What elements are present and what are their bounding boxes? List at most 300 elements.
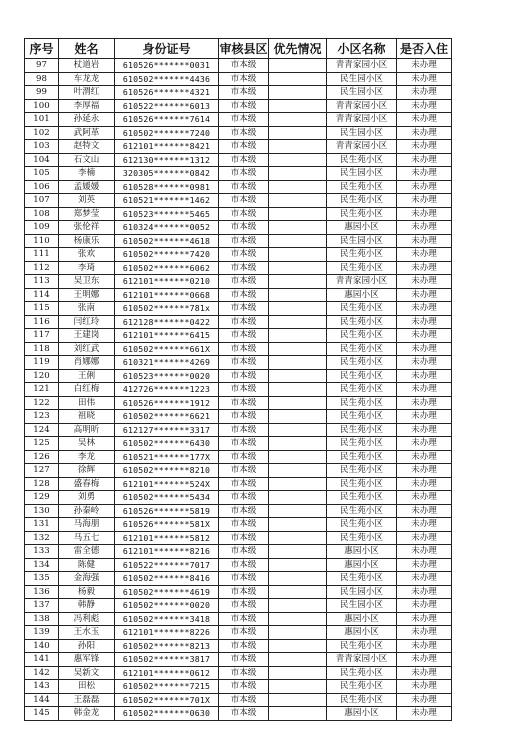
cell-community: 惠园小区 bbox=[327, 545, 397, 559]
housing-allocation-table bbox=[24, 38, 452, 721]
table-row bbox=[25, 234, 452, 248]
table-row bbox=[25, 342, 452, 356]
cell-review-district: 市本级 bbox=[219, 504, 269, 518]
cell-review-district: 市本级 bbox=[219, 639, 269, 653]
cell-priority bbox=[269, 558, 327, 572]
cell-id-number: 610502*******4619 bbox=[115, 585, 219, 599]
cell-priority bbox=[269, 450, 327, 464]
cell-review-district: 市本级 bbox=[219, 356, 269, 370]
cell-move-in-status: 未办理 bbox=[397, 599, 452, 613]
cell-community: 民生苑小区 bbox=[327, 531, 397, 545]
table-row bbox=[25, 599, 452, 613]
cell-name: 杨康乐 bbox=[59, 234, 115, 248]
cell-seq: 104 bbox=[25, 153, 59, 167]
cell-priority bbox=[269, 86, 327, 100]
table-row bbox=[25, 437, 452, 451]
cell-name: 石文山 bbox=[59, 153, 115, 167]
cell-community: 民生苑小区 bbox=[327, 315, 397, 329]
cell-move-in-status: 未办理 bbox=[397, 329, 452, 343]
cell-seq: 142 bbox=[25, 666, 59, 680]
cell-priority bbox=[269, 140, 327, 154]
cell-community: 民生苑小区 bbox=[327, 356, 397, 370]
cell-move-in-status: 未办理 bbox=[397, 275, 452, 289]
cell-community: 青青家园小区 bbox=[327, 275, 397, 289]
cell-community: 民生苑小区 bbox=[327, 194, 397, 208]
table-row bbox=[25, 450, 452, 464]
cell-priority bbox=[269, 653, 327, 667]
cell-review-district: 市本级 bbox=[219, 86, 269, 100]
cell-priority bbox=[269, 234, 327, 248]
cell-id-number: 610526*******1912 bbox=[115, 396, 219, 410]
cell-community: 惠园小区 bbox=[327, 288, 397, 302]
table-row bbox=[25, 504, 452, 518]
cell-seq: 101 bbox=[25, 113, 59, 127]
cell-review-district: 市本级 bbox=[219, 153, 269, 167]
table-row bbox=[25, 653, 452, 667]
cell-id-number: 610502*******7420 bbox=[115, 248, 219, 262]
cell-seq: 144 bbox=[25, 693, 59, 707]
cell-id-number: 610523*******5465 bbox=[115, 207, 219, 221]
table-header bbox=[25, 39, 452, 59]
cell-move-in-status: 未办理 bbox=[397, 207, 452, 221]
cell-review-district: 市本级 bbox=[219, 531, 269, 545]
table-row bbox=[25, 167, 452, 181]
cell-review-district: 市本级 bbox=[219, 558, 269, 572]
cell-priority bbox=[269, 572, 327, 586]
cell-id-number: 610521*******177X bbox=[115, 450, 219, 464]
cell-seq: 120 bbox=[25, 369, 59, 383]
cell-community: 民生苑小区 bbox=[327, 180, 397, 194]
cell-name: 冯利彪 bbox=[59, 612, 115, 626]
cell-priority bbox=[269, 531, 327, 545]
cell-priority bbox=[269, 693, 327, 707]
cell-community: 民生苑小区 bbox=[327, 261, 397, 275]
cell-name: 吴林 bbox=[59, 437, 115, 451]
table-row bbox=[25, 153, 452, 167]
cell-community: 民生苑小区 bbox=[327, 572, 397, 586]
cell-community: 青青家园小区 bbox=[327, 99, 397, 113]
cell-review-district: 市本级 bbox=[219, 626, 269, 640]
cell-id-number: 612101*******524X bbox=[115, 477, 219, 491]
cell-name: 肖娜娜 bbox=[59, 356, 115, 370]
table-row bbox=[25, 680, 452, 694]
cell-community: 惠园小区 bbox=[327, 558, 397, 572]
cell-name: 孙阳 bbox=[59, 639, 115, 653]
cell-seq: 118 bbox=[25, 342, 59, 356]
cell-priority bbox=[269, 288, 327, 302]
cell-id-number: 610502*******701X bbox=[115, 693, 219, 707]
cell-community: 民生苑小区 bbox=[327, 639, 397, 653]
cell-priority bbox=[269, 612, 327, 626]
cell-move-in-status: 未办理 bbox=[397, 194, 452, 208]
cell-priority bbox=[269, 396, 327, 410]
header-row bbox=[25, 39, 452, 59]
cell-community: 民生苑小区 bbox=[327, 153, 397, 167]
cell-seq: 110 bbox=[25, 234, 59, 248]
cell-priority bbox=[269, 666, 327, 680]
cell-name: 王俐 bbox=[59, 369, 115, 383]
cell-priority bbox=[269, 59, 327, 73]
cell-community: 惠园小区 bbox=[327, 221, 397, 235]
cell-review-district: 市本级 bbox=[219, 599, 269, 613]
cell-priority bbox=[269, 356, 327, 370]
cell-priority bbox=[269, 545, 327, 559]
cell-priority bbox=[269, 72, 327, 86]
cell-name: 王磊磊 bbox=[59, 693, 115, 707]
cell-community: 民生园小区 bbox=[327, 86, 397, 100]
table-row bbox=[25, 288, 452, 302]
cell-move-in-status: 未办理 bbox=[397, 491, 452, 505]
cell-priority bbox=[269, 639, 327, 653]
cell-move-in-status: 未办理 bbox=[397, 72, 452, 86]
cell-name: 孟媛媛 bbox=[59, 180, 115, 194]
cell-name: 金海强 bbox=[59, 572, 115, 586]
cell-id-number: 612101*******6415 bbox=[115, 329, 219, 343]
cell-id-number: 612101*******5812 bbox=[115, 531, 219, 545]
cell-review-district: 市本级 bbox=[219, 113, 269, 127]
cell-move-in-status: 未办理 bbox=[397, 572, 452, 586]
table-row bbox=[25, 86, 452, 100]
cell-name: 白红梅 bbox=[59, 383, 115, 397]
cell-community: 民生苑小区 bbox=[327, 518, 397, 532]
cell-name: 李厚福 bbox=[59, 99, 115, 113]
cell-review-district: 市本级 bbox=[219, 180, 269, 194]
cell-priority bbox=[269, 167, 327, 181]
cell-id-number: 610526*******0031 bbox=[115, 59, 219, 73]
cell-community: 惠园小区 bbox=[327, 626, 397, 640]
cell-priority bbox=[269, 423, 327, 437]
cell-name: 李龙 bbox=[59, 450, 115, 464]
cell-name: 刘红武 bbox=[59, 342, 115, 356]
table-row bbox=[25, 59, 452, 73]
cell-priority bbox=[269, 680, 327, 694]
cell-seq: 116 bbox=[25, 315, 59, 329]
cell-move-in-status: 未办理 bbox=[397, 288, 452, 302]
cell-move-in-status: 未办理 bbox=[397, 437, 452, 451]
table-row bbox=[25, 72, 452, 86]
cell-id-number: 610526*******5819 bbox=[115, 504, 219, 518]
cell-community: 惠园小区 bbox=[327, 707, 397, 721]
cell-priority bbox=[269, 585, 327, 599]
cell-id-number: 610502*******7215 bbox=[115, 680, 219, 694]
cell-id-number: 610502*******0020 bbox=[115, 599, 219, 613]
cell-review-district: 市本级 bbox=[219, 477, 269, 491]
cell-id-number: 612101*******8421 bbox=[115, 140, 219, 154]
cell-id-number: 610502*******4436 bbox=[115, 72, 219, 86]
cell-seq: 98 bbox=[25, 72, 59, 86]
cell-move-in-status: 未办理 bbox=[397, 315, 452, 329]
cell-name: 张伦祥 bbox=[59, 221, 115, 235]
cell-move-in-status: 未办理 bbox=[397, 234, 452, 248]
cell-seq: 113 bbox=[25, 275, 59, 289]
cell-name: 徐辉 bbox=[59, 464, 115, 478]
cell-name: 吴新文 bbox=[59, 666, 115, 680]
cell-review-district: 市本级 bbox=[219, 194, 269, 208]
cell-move-in-status: 未办理 bbox=[397, 518, 452, 532]
cell-priority bbox=[269, 437, 327, 451]
cell-community: 惠园小区 bbox=[327, 612, 397, 626]
cell-community: 民生苑小区 bbox=[327, 504, 397, 518]
table-row bbox=[25, 383, 452, 397]
cell-community: 民生苑小区 bbox=[327, 666, 397, 680]
cell-community: 民生苑小区 bbox=[327, 464, 397, 478]
cell-id-number: 610502*******6062 bbox=[115, 261, 219, 275]
cell-name: 马五七 bbox=[59, 531, 115, 545]
cell-review-district: 市本级 bbox=[219, 288, 269, 302]
cell-move-in-status: 未办理 bbox=[397, 167, 452, 181]
cell-review-district: 市本级 bbox=[219, 423, 269, 437]
cell-community: 青青家园小区 bbox=[327, 653, 397, 667]
cell-seq: 121 bbox=[25, 383, 59, 397]
cell-community: 青青家园小区 bbox=[327, 113, 397, 127]
cell-review-district: 市本级 bbox=[219, 450, 269, 464]
cell-priority bbox=[269, 113, 327, 127]
cell-name: 王建岗 bbox=[59, 329, 115, 343]
cell-community: 青青家园小区 bbox=[327, 140, 397, 154]
cell-review-district: 市本级 bbox=[219, 59, 269, 73]
cell-priority bbox=[269, 315, 327, 329]
cell-id-number: 610526*******581X bbox=[115, 518, 219, 532]
cell-id-number: 612128*******0422 bbox=[115, 315, 219, 329]
cell-id-number: 612101*******8226 bbox=[115, 626, 219, 640]
cell-name: 李楠 bbox=[59, 167, 115, 181]
table-row bbox=[25, 491, 452, 505]
table-row bbox=[25, 518, 452, 532]
cell-community: 民生苑小区 bbox=[327, 248, 397, 262]
cell-priority bbox=[269, 626, 327, 640]
cell-id-number: 612101*******0612 bbox=[115, 666, 219, 680]
cell-id-number: 612101*******0668 bbox=[115, 288, 219, 302]
cell-name: 武阿革 bbox=[59, 126, 115, 140]
cell-move-in-status: 未办理 bbox=[397, 464, 452, 478]
table-row bbox=[25, 99, 452, 113]
cell-priority bbox=[269, 275, 327, 289]
cell-move-in-status: 未办理 bbox=[397, 59, 452, 73]
cell-seq: 145 bbox=[25, 707, 59, 721]
cell-review-district: 市本级 bbox=[219, 491, 269, 505]
cell-name: 陈健 bbox=[59, 558, 115, 572]
cell-id-number: 610528*******0981 bbox=[115, 180, 219, 194]
cell-community: 民生苑小区 bbox=[327, 369, 397, 383]
cell-move-in-status: 未办理 bbox=[397, 707, 452, 721]
cell-id-number: 610502*******8210 bbox=[115, 464, 219, 478]
cell-review-district: 市本级 bbox=[219, 572, 269, 586]
cell-seq: 129 bbox=[25, 491, 59, 505]
table-row bbox=[25, 612, 452, 626]
cell-community: 民生苑小区 bbox=[327, 207, 397, 221]
cell-review-district: 市本级 bbox=[219, 315, 269, 329]
table-row bbox=[25, 396, 452, 410]
cell-community: 民生苑小区 bbox=[327, 302, 397, 316]
cell-id-number: 610521*******1462 bbox=[115, 194, 219, 208]
cell-review-district: 市本级 bbox=[219, 437, 269, 451]
cell-move-in-status: 未办理 bbox=[397, 126, 452, 140]
cell-community: 民生园小区 bbox=[327, 167, 397, 181]
cell-name: 祖晓 bbox=[59, 410, 115, 424]
cell-seq: 127 bbox=[25, 464, 59, 478]
cell-move-in-status: 未办理 bbox=[397, 450, 452, 464]
table-row bbox=[25, 369, 452, 383]
table-row bbox=[25, 531, 452, 545]
cell-seq: 140 bbox=[25, 639, 59, 653]
cell-id-number: 610502*******5434 bbox=[115, 491, 219, 505]
cell-priority bbox=[269, 329, 327, 343]
header-id-number: 身份证号 bbox=[115, 39, 219, 59]
table-row bbox=[25, 558, 452, 572]
table-row bbox=[25, 315, 452, 329]
cell-review-district: 市本级 bbox=[219, 342, 269, 356]
cell-name: 杨毅 bbox=[59, 585, 115, 599]
header-community: 小区名称 bbox=[327, 39, 397, 59]
cell-seq: 106 bbox=[25, 180, 59, 194]
cell-move-in-status: 未办理 bbox=[397, 531, 452, 545]
cell-seq: 131 bbox=[25, 518, 59, 532]
table-body bbox=[25, 59, 452, 721]
header-priority: 优先情况 bbox=[269, 39, 327, 59]
cell-seq: 133 bbox=[25, 545, 59, 559]
cell-seq: 123 bbox=[25, 410, 59, 424]
cell-priority bbox=[269, 707, 327, 721]
cell-seq: 112 bbox=[25, 261, 59, 275]
cell-seq: 128 bbox=[25, 477, 59, 491]
header-seq: 序号 bbox=[25, 39, 59, 59]
cell-review-district: 市本级 bbox=[219, 464, 269, 478]
cell-id-number: 612130*******1312 bbox=[115, 153, 219, 167]
cell-name: 韩静 bbox=[59, 599, 115, 613]
cell-seq: 124 bbox=[25, 423, 59, 437]
cell-name: 叶渭红 bbox=[59, 86, 115, 100]
cell-review-district: 市本级 bbox=[219, 410, 269, 424]
cell-review-district: 市本级 bbox=[219, 545, 269, 559]
cell-move-in-status: 未办理 bbox=[397, 113, 452, 127]
cell-move-in-status: 未办理 bbox=[397, 653, 452, 667]
cell-review-district: 市本级 bbox=[219, 302, 269, 316]
cell-community: 民生园小区 bbox=[327, 599, 397, 613]
table-row bbox=[25, 626, 452, 640]
cell-move-in-status: 未办理 bbox=[397, 410, 452, 424]
cell-id-number: 610526*******7614 bbox=[115, 113, 219, 127]
cell-community: 民生苑小区 bbox=[327, 477, 397, 491]
cell-seq: 125 bbox=[25, 437, 59, 451]
cell-id-number: 610502*******3418 bbox=[115, 612, 219, 626]
cell-move-in-status: 未办理 bbox=[397, 639, 452, 653]
cell-name: 王明娜 bbox=[59, 288, 115, 302]
cell-name: 田伟 bbox=[59, 396, 115, 410]
cell-move-in-status: 未办理 bbox=[397, 612, 452, 626]
table-row bbox=[25, 423, 452, 437]
cell-priority bbox=[269, 477, 327, 491]
cell-name: 惠军锋 bbox=[59, 653, 115, 667]
table-row bbox=[25, 572, 452, 586]
table-row bbox=[25, 639, 452, 653]
cell-priority bbox=[269, 153, 327, 167]
cell-move-in-status: 未办理 bbox=[397, 356, 452, 370]
cell-community: 民生苑小区 bbox=[327, 383, 397, 397]
cell-review-district: 市本级 bbox=[219, 126, 269, 140]
cell-name: 刘勇 bbox=[59, 491, 115, 505]
table-row bbox=[25, 113, 452, 127]
cell-seq: 132 bbox=[25, 531, 59, 545]
cell-community: 民生园小区 bbox=[327, 72, 397, 86]
cell-seq: 143 bbox=[25, 680, 59, 694]
table-row bbox=[25, 275, 452, 289]
cell-id-number: 612101*******0210 bbox=[115, 275, 219, 289]
cell-id-number: 610502*******4618 bbox=[115, 234, 219, 248]
table-row bbox=[25, 545, 452, 559]
cell-review-district: 市本级 bbox=[219, 693, 269, 707]
table-row bbox=[25, 477, 452, 491]
cell-name: 吴卫东 bbox=[59, 275, 115, 289]
cell-community: 民生苑小区 bbox=[327, 410, 397, 424]
cell-review-district: 市本级 bbox=[219, 99, 269, 113]
cell-review-district: 市本级 bbox=[219, 666, 269, 680]
cell-move-in-status: 未办理 bbox=[397, 342, 452, 356]
cell-priority bbox=[269, 410, 327, 424]
cell-review-district: 市本级 bbox=[219, 612, 269, 626]
cell-community: 民生园小区 bbox=[327, 234, 397, 248]
cell-community: 民生苑小区 bbox=[327, 680, 397, 694]
cell-id-number: 412726*******1223 bbox=[115, 383, 219, 397]
cell-review-district: 市本级 bbox=[219, 329, 269, 343]
cell-priority bbox=[269, 464, 327, 478]
cell-move-in-status: 未办理 bbox=[397, 140, 452, 154]
cell-review-district: 市本级 bbox=[219, 680, 269, 694]
cell-priority bbox=[269, 126, 327, 140]
cell-review-district: 市本级 bbox=[219, 653, 269, 667]
cell-priority bbox=[269, 248, 327, 262]
cell-seq: 137 bbox=[25, 599, 59, 613]
cell-move-in-status: 未办理 bbox=[397, 86, 452, 100]
cell-move-in-status: 未办理 bbox=[397, 666, 452, 680]
cell-priority bbox=[269, 261, 327, 275]
cell-move-in-status: 未办理 bbox=[397, 396, 452, 410]
table-row bbox=[25, 585, 452, 599]
cell-move-in-status: 未办理 bbox=[397, 99, 452, 113]
cell-priority bbox=[269, 599, 327, 613]
cell-id-number: 610502*******6621 bbox=[115, 410, 219, 424]
header-name: 姓名 bbox=[59, 39, 115, 59]
cell-seq: 103 bbox=[25, 140, 59, 154]
table-row bbox=[25, 693, 452, 707]
table-row bbox=[25, 221, 452, 235]
table-row bbox=[25, 329, 452, 343]
cell-review-district: 市本级 bbox=[219, 261, 269, 275]
table-row bbox=[25, 666, 452, 680]
cell-community: 民生苑小区 bbox=[327, 342, 397, 356]
table-row bbox=[25, 180, 452, 194]
cell-community: 民生苑小区 bbox=[327, 396, 397, 410]
cell-community: 民生园小区 bbox=[327, 126, 397, 140]
table-row bbox=[25, 707, 452, 721]
cell-priority bbox=[269, 194, 327, 208]
cell-move-in-status: 未办理 bbox=[397, 383, 452, 397]
cell-move-in-status: 未办理 bbox=[397, 477, 452, 491]
cell-name: 张南 bbox=[59, 302, 115, 316]
cell-id-number: 610502*******781x bbox=[115, 302, 219, 316]
cell-move-in-status: 未办理 bbox=[397, 221, 452, 235]
cell-review-district: 市本级 bbox=[219, 167, 269, 181]
cell-priority bbox=[269, 369, 327, 383]
cell-id-number: 610502*******6430 bbox=[115, 437, 219, 451]
cell-review-district: 市本级 bbox=[219, 396, 269, 410]
cell-name: 韩金龙 bbox=[59, 707, 115, 721]
cell-move-in-status: 未办理 bbox=[397, 545, 452, 559]
cell-community: 民生苑小区 bbox=[327, 437, 397, 451]
cell-id-number: 610522*******6013 bbox=[115, 99, 219, 113]
cell-id-number: 610502*******8213 bbox=[115, 639, 219, 653]
cell-id-number: 610502*******8416 bbox=[115, 572, 219, 586]
cell-priority bbox=[269, 342, 327, 356]
